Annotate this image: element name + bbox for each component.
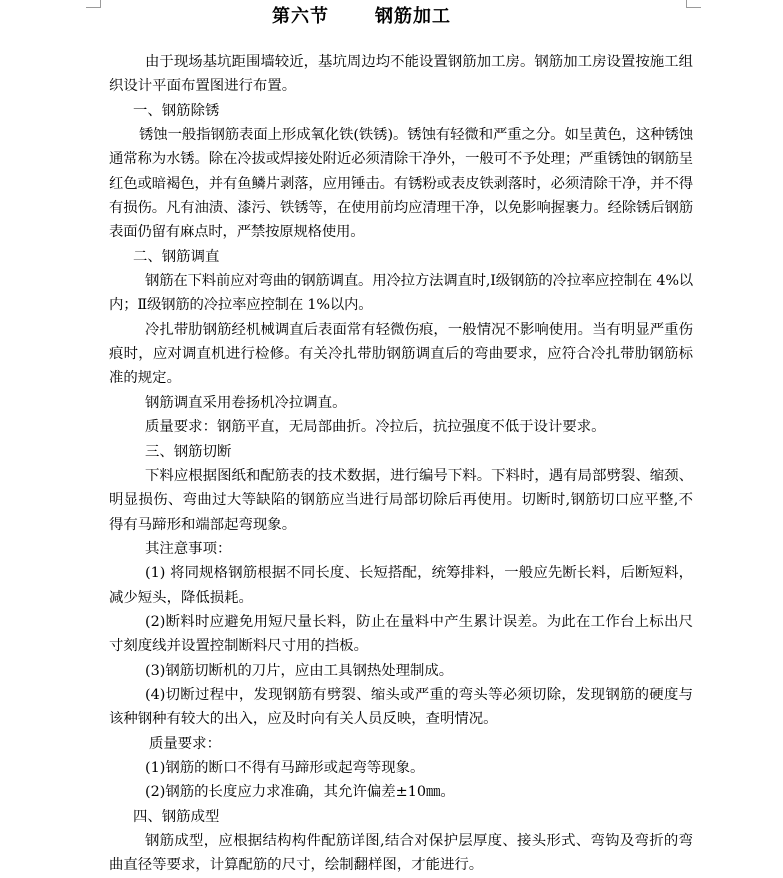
- heading-cutting: 三、钢筋切断: [145, 443, 232, 460]
- cutting-quality-heading: 质量要求：: [149, 735, 221, 752]
- cutting-paragraph: 下料应根据图纸和配筋表的技术数据，进行编号下料。下料时，遇有局部劈裂、缩颈、明显损伤、弯曲过大等缺陷的钢筋应当进行局部切除后再使用。切断时,钢筋切口应平整,不得有马蹄形和端部起弯现象。: [109, 467, 693, 533]
- page-crop-mark-right: [686, 0, 701, 8]
- winch-paragraph: 钢筋调直采用卷扬机冷拉调直。: [145, 394, 347, 411]
- page-crop-mark-left: [86, 0, 101, 8]
- note-2: (2)断料时应避免用短尺量长料，防止在量料中产生累计误差。为此在工作台上标出尺寸刻度线并设置控制断料尺寸用的挡板。: [109, 613, 693, 655]
- section-heading: 钢筋加工: [375, 6, 451, 27]
- document-body: [109, 50, 693, 878]
- heading-rust-removal: 一、钢筋除锈: [133, 102, 220, 119]
- quality-item-2: (2)钢筋的长度应力求准确，其允许偏差±10㎜。: [145, 784, 455, 801]
- note-1: (1) 将同规格钢筋根据不同长度、长短搭配，统筹排料，一般应先断长料，后断短料，减少短头，降低损耗。: [109, 565, 693, 606]
- section-number: 第六节: [272, 6, 329, 27]
- note-4: (4)切断过程中，发现钢筋有劈裂、缩头或严重的弯头等必须切除，发现钢筋的硬度与该种钢种有较大的出入，应及时向有关人员反映，查明情况。: [109, 686, 693, 728]
- straightening-quality-paragraph: 质量要求：钢筋平直，无局部曲折。冷拉后，抗拉强度不低于设计要求。: [145, 419, 606, 436]
- heading-straightening: 二、钢筋调直: [133, 248, 220, 265]
- quality-item-1: (1)钢筋的断口不得有马蹄形或起弯等现象。: [145, 759, 425, 776]
- section-title: [272, 6, 451, 28]
- forming-paragraph: 钢筋成型，应根据结构构件配筋详图,结合对保护层厚度、接头形式、弯钩及弯折的弯曲直径等要求，计算配筋的尺寸，绘制翻样图，才能进行。: [109, 833, 693, 874]
- notes-heading: 其注意事项：: [145, 540, 232, 557]
- intro-paragraph: 由于现场基坑距围墙较近，基坑周边均不能设置钢筋加工房。钢筋加工房设置按施工组织设计平面布置图进行布置。: [109, 54, 693, 95]
- cold-rolled-paragraph: 冷扎带肋钢筋经机械调直后表面常有轻微伤痕，一般情况不影响使用。当有明显严重伤痕时，应对调直机进行检修。有关冷扎带肋钢筋调直后的弯曲要求，应符合冷扎带肋钢筋标准的规定。: [109, 321, 693, 387]
- straightening-paragraph: 钢筋在下料前应对弯曲的钢筋调直。用冷拉方法调直时,Ⅰ级钢筋的冷拉率应控制在 4%以内；Ⅱ级钢筋的冷拉率应控制在 1%以内。: [109, 273, 693, 314]
- rust-removal-paragraph: 锈蚀一般指钢筋表面上形成氧化铁(铁锈)。锈蚀有轻微和严重之分。如呈黄色，这种锈蚀通常称为水锈。除在冷拔或焊接处附近必须清除干净外，一般可不予处理；严重锈蚀的钢筋呈红色或暗褐色，并有鱼鳞片剥落，应用锤击。有锈粉或表皮铁剥落时，必须清除干净，并不得有损伤。凡有油渍、漆污、铁锈等，在使用前均应清理干净，以免影响握裹力。经除锈后钢筋表面仍留有麻点时，严禁按原规格使用。: [109, 127, 693, 241]
- note-3: (3)钢筋切断机的刀片，应由工具钢热处理制成。: [145, 662, 454, 679]
- heading-forming: 四、钢筋成型: [133, 808, 220, 825]
